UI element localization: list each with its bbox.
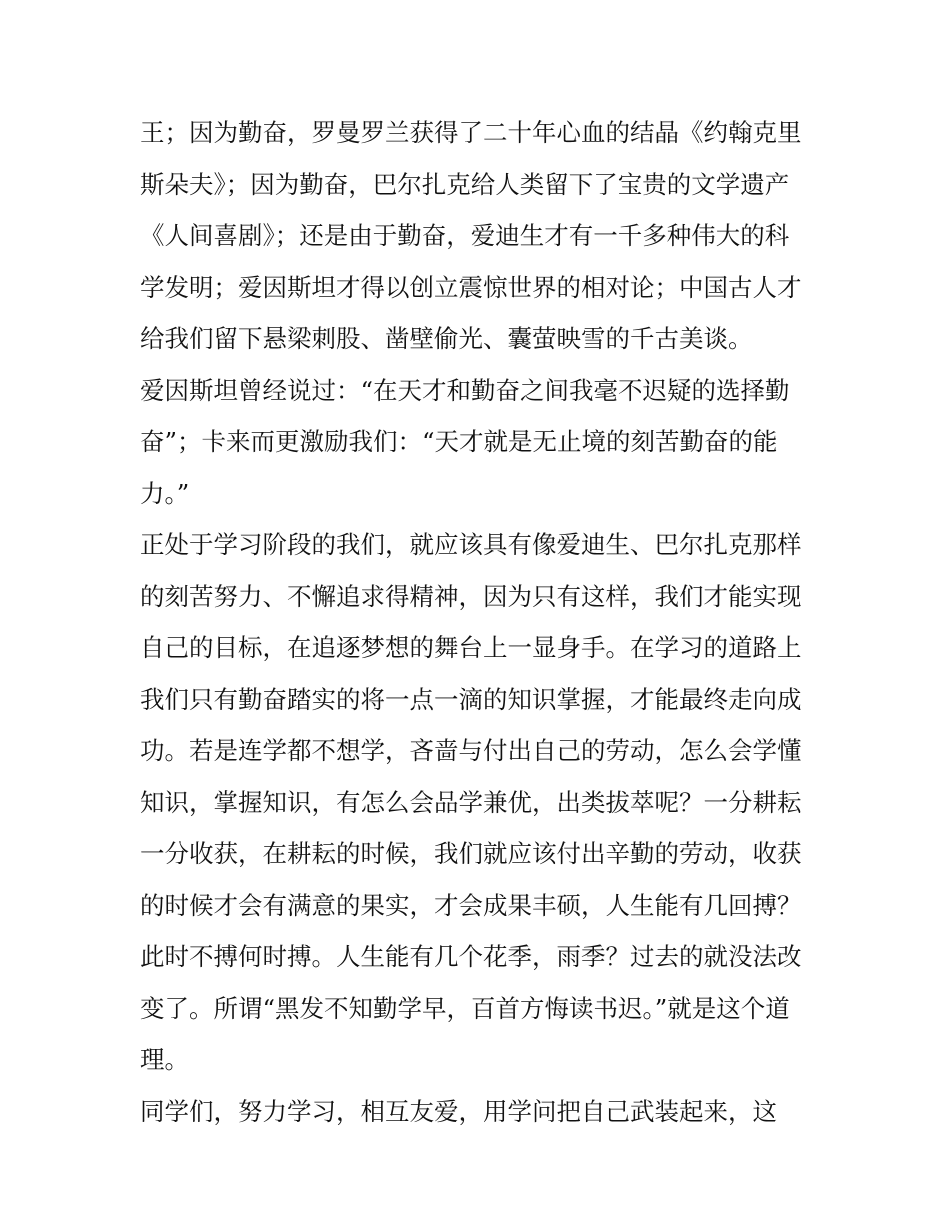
text-line: 奋”；卡来而更激励我们：“天才就是无止境的刻苦勤奋的能 [140, 427, 778, 456]
text-line: 王；因为勤奋，罗曼罗兰获得了二十年心血的结晶《约翰克里 [140, 118, 802, 147]
text-line: 一分收获，在耕耘的时候，我们就应该付出辛勤的劳动，收获 [140, 839, 802, 868]
text-line: 变了。所谓“黑发不知勤学早，百首方悔读书迟。”就是这个道 [140, 993, 790, 1023]
text-line: 的刻苦努力、不懈追求得精神，因为只有这样，我们才能实现 [140, 581, 802, 611]
text-line: 的时候才会有满意的果实，才会成果丰硕，人生能有几回搏？ [140, 890, 802, 920]
text-line: 自己的目标，在追逐梦想的舞台上一显身手。在学习的道路上 [140, 633, 802, 662]
text-line: 爱因斯坦曾经说过：“在天才和勤奋之间我毫不迟疑的选择勤 [140, 375, 790, 405]
text-line: 功。若是连学都不想学，吝啬与付出自己的劳动，怎么会学懂 [140, 736, 802, 765]
text-line: 此时不搏何时搏。人生能有几个花季，雨季？过去的就没法改 [140, 942, 802, 971]
text-line: 知识，掌握知识，有怎么会品学兼优，出类拔萃呢？一分耕耘 [140, 787, 802, 817]
text-line: 正处于学习阶段的我们，就应该具有像爱迪生、巴尔扎克那样 [140, 530, 802, 559]
text-line: 《人间喜剧》；还是由于勤奋，爱迪生才有一千多种伟大的科 [140, 221, 790, 250]
text-line: 我们只有勤奋踏实的将一点一滴的知识掌握，才能最终走向成 [140, 684, 802, 714]
text-line: 学发明；爱因斯坦才得以创立震惊世界的相对论；中国古人才 [140, 272, 802, 302]
text-line: 力。” [140, 478, 190, 508]
paragraph-2 [140, 365, 820, 520]
text-line: 斯朵夫》；因为勤奋，巴尔扎克给人类留下了宝贵的文学遗产 [140, 169, 790, 199]
paragraph-1 [140, 107, 820, 365]
text-line: 给我们留下悬梁刺股、凿壁偷光、囊萤映雪的千古美谈。 [140, 324, 753, 353]
text-line: 同学们，努力学习，相互友爱，用学问把自己武装起来，这 [140, 1096, 777, 1126]
paragraph-4 [140, 1086, 820, 1138]
paragraph-3 [140, 519, 820, 1086]
document-body [140, 107, 820, 1137]
text-line: 理。 [140, 1045, 189, 1074]
